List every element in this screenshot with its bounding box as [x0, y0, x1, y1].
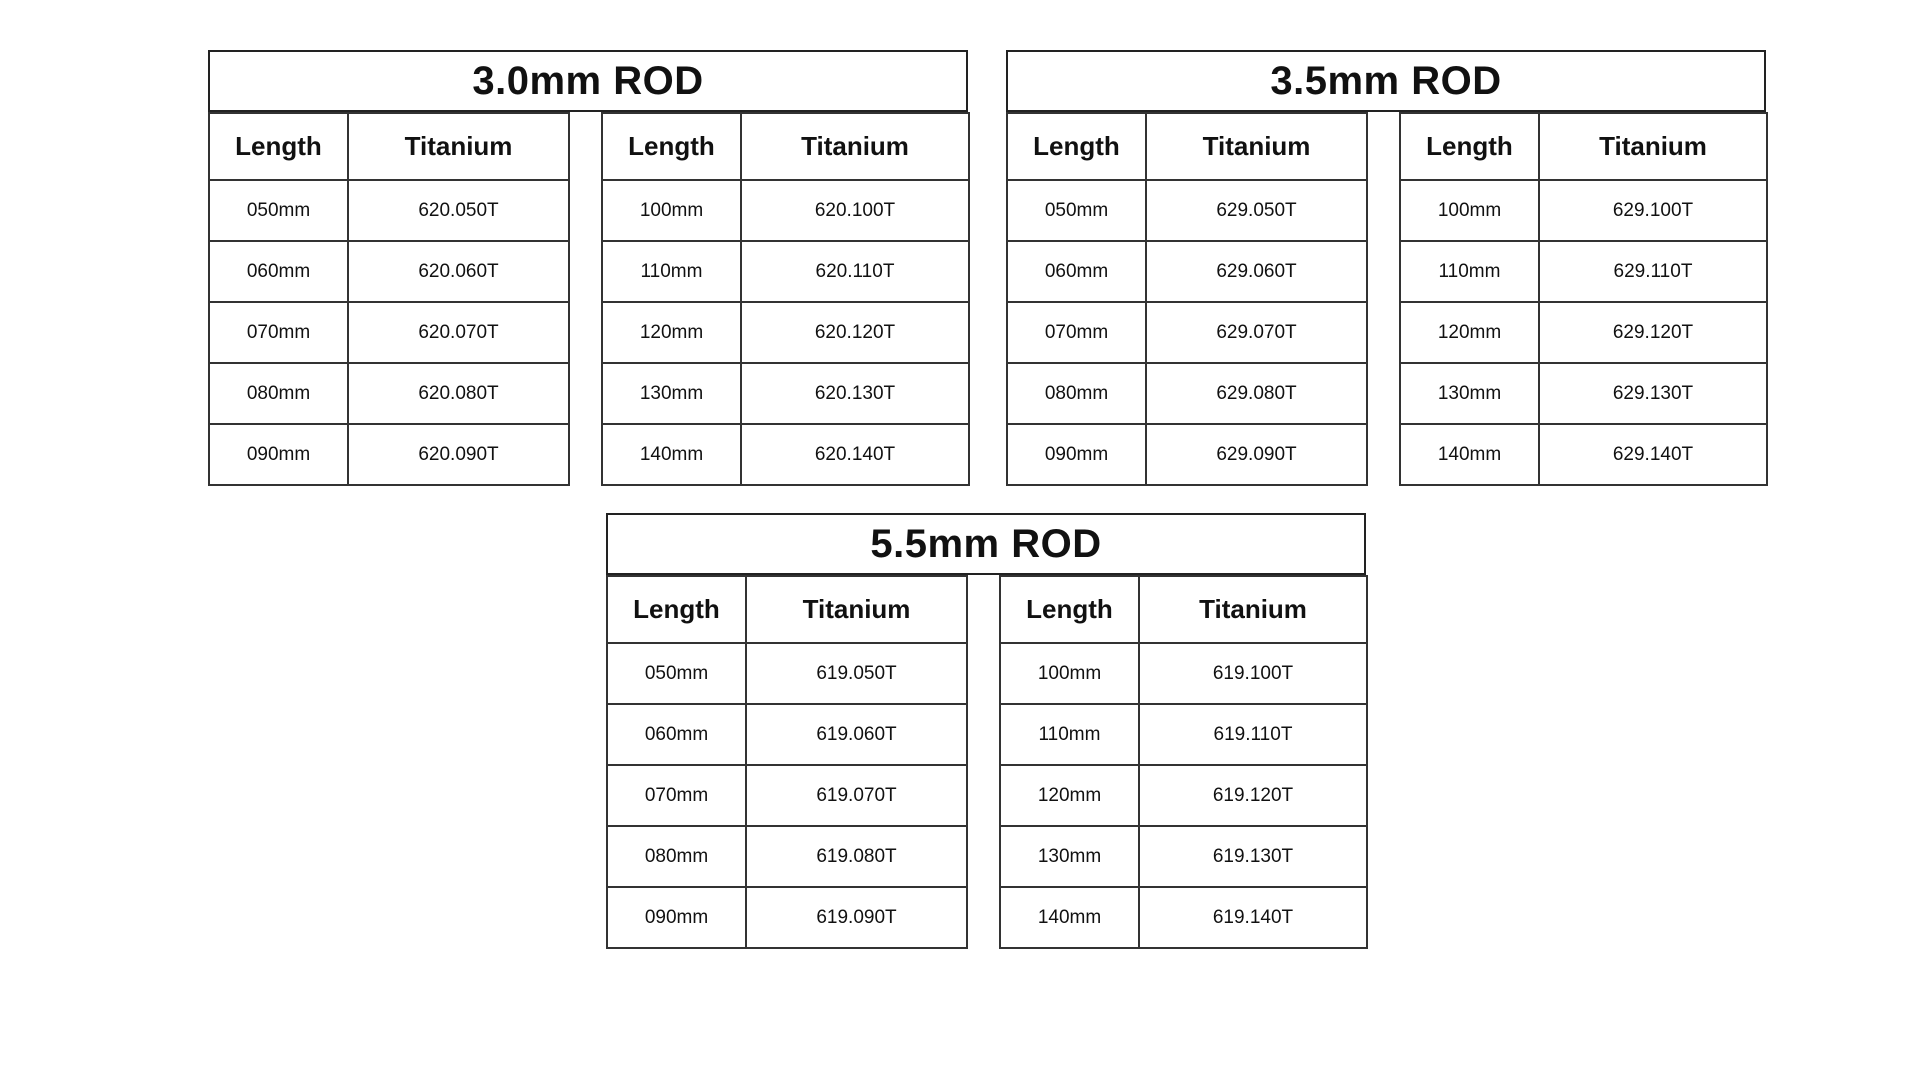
parts-table-right — [601, 112, 970, 486]
part-number-cell: 629.090T — [1146, 424, 1367, 485]
titanium-header: Titanium — [1146, 113, 1367, 180]
table-row — [1400, 241, 1767, 302]
part-number-cell: 620.090T — [348, 424, 569, 485]
table-row — [602, 424, 969, 485]
titanium-header: Titanium — [1539, 113, 1767, 180]
titanium-header: Titanium — [348, 113, 569, 180]
table-row — [209, 302, 569, 363]
length-cell: 100mm — [1000, 643, 1139, 704]
length-cell: 080mm — [607, 826, 746, 887]
length-cell: 060mm — [1007, 241, 1146, 302]
part-number-cell: 619.050T — [746, 643, 967, 704]
length-cell: 140mm — [602, 424, 741, 485]
table-row — [209, 363, 569, 424]
table-row — [1007, 424, 1367, 485]
panel-title: 3.0mm ROD — [208, 50, 968, 112]
table-row — [1400, 302, 1767, 363]
part-number-cell: 629.140T — [1539, 424, 1767, 485]
length-header: Length — [602, 113, 741, 180]
parts-table-left — [1006, 112, 1368, 486]
part-number-cell: 620.060T — [348, 241, 569, 302]
length-cell: 120mm — [1400, 302, 1539, 363]
length-cell: 120mm — [602, 302, 741, 363]
part-number-cell: 620.140T — [741, 424, 969, 485]
part-number-cell: 629.130T — [1539, 363, 1767, 424]
part-number-cell: 629.060T — [1146, 241, 1367, 302]
header-row — [1007, 113, 1367, 180]
part-number-cell: 629.120T — [1539, 302, 1767, 363]
part-number-cell: 619.090T — [746, 887, 967, 948]
part-number-cell: 619.130T — [1139, 826, 1367, 887]
length-cell: 060mm — [607, 704, 746, 765]
header-row — [1000, 576, 1367, 643]
part-number-cell: 620.050T — [348, 180, 569, 241]
length-header: Length — [607, 576, 746, 643]
length-cell: 090mm — [607, 887, 746, 948]
length-cell: 110mm — [602, 241, 741, 302]
table-row — [209, 424, 569, 485]
length-cell: 080mm — [1007, 363, 1146, 424]
length-cell: 120mm — [1000, 765, 1139, 826]
table-row — [1000, 765, 1367, 826]
length-cell: 130mm — [1000, 826, 1139, 887]
length-cell: 070mm — [1007, 302, 1146, 363]
table-row — [607, 765, 967, 826]
rod-panel-3-0mm — [208, 50, 968, 483]
part-number-cell: 620.080T — [348, 363, 569, 424]
table-row — [1000, 704, 1367, 765]
table-row — [1400, 180, 1767, 241]
titanium-header: Titanium — [1139, 576, 1367, 643]
length-header: Length — [1007, 113, 1146, 180]
table-row — [607, 643, 967, 704]
panel-title: 3.5mm ROD — [1006, 50, 1766, 112]
parts-table-left — [208, 112, 570, 486]
table-row — [1000, 826, 1367, 887]
length-cell: 050mm — [1007, 180, 1146, 241]
titanium-header: Titanium — [741, 113, 969, 180]
table-row — [1007, 241, 1367, 302]
part-number-cell: 619.100T — [1139, 643, 1367, 704]
table-row — [607, 704, 967, 765]
part-number-cell: 620.070T — [348, 302, 569, 363]
part-number-cell: 619.060T — [746, 704, 967, 765]
part-number-cell: 619.080T — [746, 826, 967, 887]
length-cell: 090mm — [1007, 424, 1146, 485]
length-cell: 100mm — [602, 180, 741, 241]
length-cell: 070mm — [607, 765, 746, 826]
length-cell: 060mm — [209, 241, 348, 302]
table-row — [209, 241, 569, 302]
part-number-cell: 619.070T — [746, 765, 967, 826]
table-row — [1007, 363, 1367, 424]
length-cell: 130mm — [1400, 363, 1539, 424]
length-cell: 140mm — [1000, 887, 1139, 948]
part-number-cell: 620.130T — [741, 363, 969, 424]
part-number-cell: 629.100T — [1539, 180, 1767, 241]
part-number-cell: 629.110T — [1539, 241, 1767, 302]
parts-table-right — [1399, 112, 1768, 486]
table-row — [1400, 363, 1767, 424]
table-row — [1007, 180, 1367, 241]
table-row — [602, 180, 969, 241]
rod-panel-3-5mm — [1006, 50, 1766, 483]
length-cell: 080mm — [209, 363, 348, 424]
rod-panel-5-5mm — [606, 513, 1366, 946]
table-row — [602, 241, 969, 302]
table-row — [607, 887, 967, 948]
header-row — [607, 576, 967, 643]
header-row — [209, 113, 569, 180]
length-cell: 050mm — [607, 643, 746, 704]
titanium-header: Titanium — [746, 576, 967, 643]
parts-table-right — [999, 575, 1368, 949]
length-cell: 110mm — [1000, 704, 1139, 765]
part-number-cell: 629.080T — [1146, 363, 1367, 424]
length-header: Length — [1000, 576, 1139, 643]
part-number-cell: 619.120T — [1139, 765, 1367, 826]
length-cell: 070mm — [209, 302, 348, 363]
length-cell: 050mm — [209, 180, 348, 241]
part-number-cell: 620.100T — [741, 180, 969, 241]
length-cell: 110mm — [1400, 241, 1539, 302]
panel-title: 5.5mm ROD — [606, 513, 1366, 575]
part-number-cell: 620.120T — [741, 302, 969, 363]
table-row — [1000, 887, 1367, 948]
length-header: Length — [209, 113, 348, 180]
header-row — [602, 113, 969, 180]
length-header: Length — [1400, 113, 1539, 180]
length-cell: 100mm — [1400, 180, 1539, 241]
table-row — [1007, 302, 1367, 363]
table-row — [602, 363, 969, 424]
part-number-cell: 629.050T — [1146, 180, 1367, 241]
table-row — [1400, 424, 1767, 485]
parts-table-left — [606, 575, 968, 949]
part-number-cell: 619.140T — [1139, 887, 1367, 948]
length-cell: 140mm — [1400, 424, 1539, 485]
table-row — [209, 180, 569, 241]
length-cell: 130mm — [602, 363, 741, 424]
table-row — [1000, 643, 1367, 704]
table-row — [602, 302, 969, 363]
part-number-cell: 629.070T — [1146, 302, 1367, 363]
length-cell: 090mm — [209, 424, 348, 485]
part-number-cell: 619.110T — [1139, 704, 1367, 765]
header-row — [1400, 113, 1767, 180]
table-row — [607, 826, 967, 887]
part-number-cell: 620.110T — [741, 241, 969, 302]
